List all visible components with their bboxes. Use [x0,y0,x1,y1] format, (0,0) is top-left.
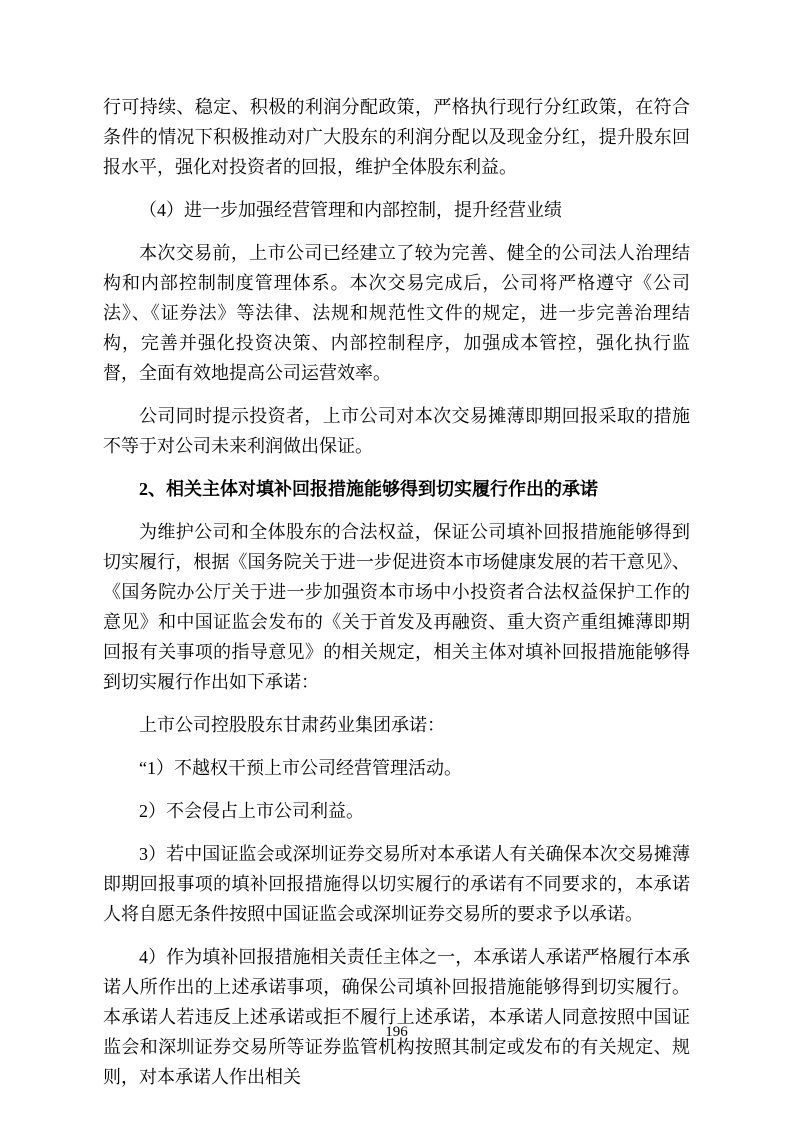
paragraph-commitment-1: “1）不越权干预上市公司经营管理活动。 [139,758,462,778]
section-heading-2: 2、相关主体对填补回报措施能够得到切实履行作出的承诺 [139,479,598,499]
paragraph-investor-notice: 公司同时提示投资者，上市公司对本次交易摊薄即期回报采取的措施不等于对公司未来利润做出保证。 [103,406,690,456]
paragraph-legal-basis: 为维护公司和全体股东的合法权益，保证公司填补回报措施能够得到切实履行，根据《国务院关于进一步促进资本市场健康发展的若干意见》、《国务院办公厅关于进一步加强资本市场中小投资者合法权益保护工作的意见》和中国证监会发布的《关于首发及再融资、重大资产重组摊薄即期回报有关事项的指导意见》的相关规定，相关主体对填补回报措施能够得到切实履行作出如下承诺： [103,522,690,692]
page-number: 196 [385,1024,408,1040]
paragraph-commitment-4: 4）作为填补回报措施相关责任主体之一，本承诺人承诺严格履行本承诺人所作出的上述承诺事项，确保公司填补回报措施能够得到切实履行。本承诺人若违反上述承诺或拒不履行上述承诺，本承诺人同意按照中国证监会和深圳证券交易所等证券监管机构按照其制定或发布的有关规定、规则，对本承诺人作出相关 [103,947,690,1087]
paragraph-shareholder-commitment-intro: 上市公司控股股东甘肃药业集团承诺： [139,715,445,735]
paragraph-dividend-policy: 行可持续、稳定、积极的利润分配政策，严格执行现行分红政策，在符合条件的情况下积极推动对广大股东的利润分配以及现金分红，提升股东回报水平，强化对投资者的回报，维护全体股东利益。 [103,97,690,177]
paragraph-commitment-3: 3）若中国证监会或深圳证券交易所对本承诺人有关确保本次交易摊薄即期回报事项的填补回报措施得以切实履行的承诺有不同要求的，本承诺人将自愿无条件按照中国证监会或深圳证券交易所的要求予以承诺。 [103,844,690,924]
paragraph-commitment-2: 2）不会侵占上市公司利益。 [139,801,364,821]
paragraph-governance: 本次交易前，上市公司已经建立了较为完善、健全的公司法人治理结构和内部控制制度管理体系。本次交易完成后，公司将严格遵守《公司法》、《证券法》等法律、法规和规范性文件的规定，进一步完善治理结构，完善并强化投资决策、内部控制程序，加强成本管控，强化执行监督，全面有效地提高公司运营效率。 [103,243,690,383]
subheading-item-4: （4）进一步加强经营管理和内部控制，提升经营业绩 [139,200,562,220]
